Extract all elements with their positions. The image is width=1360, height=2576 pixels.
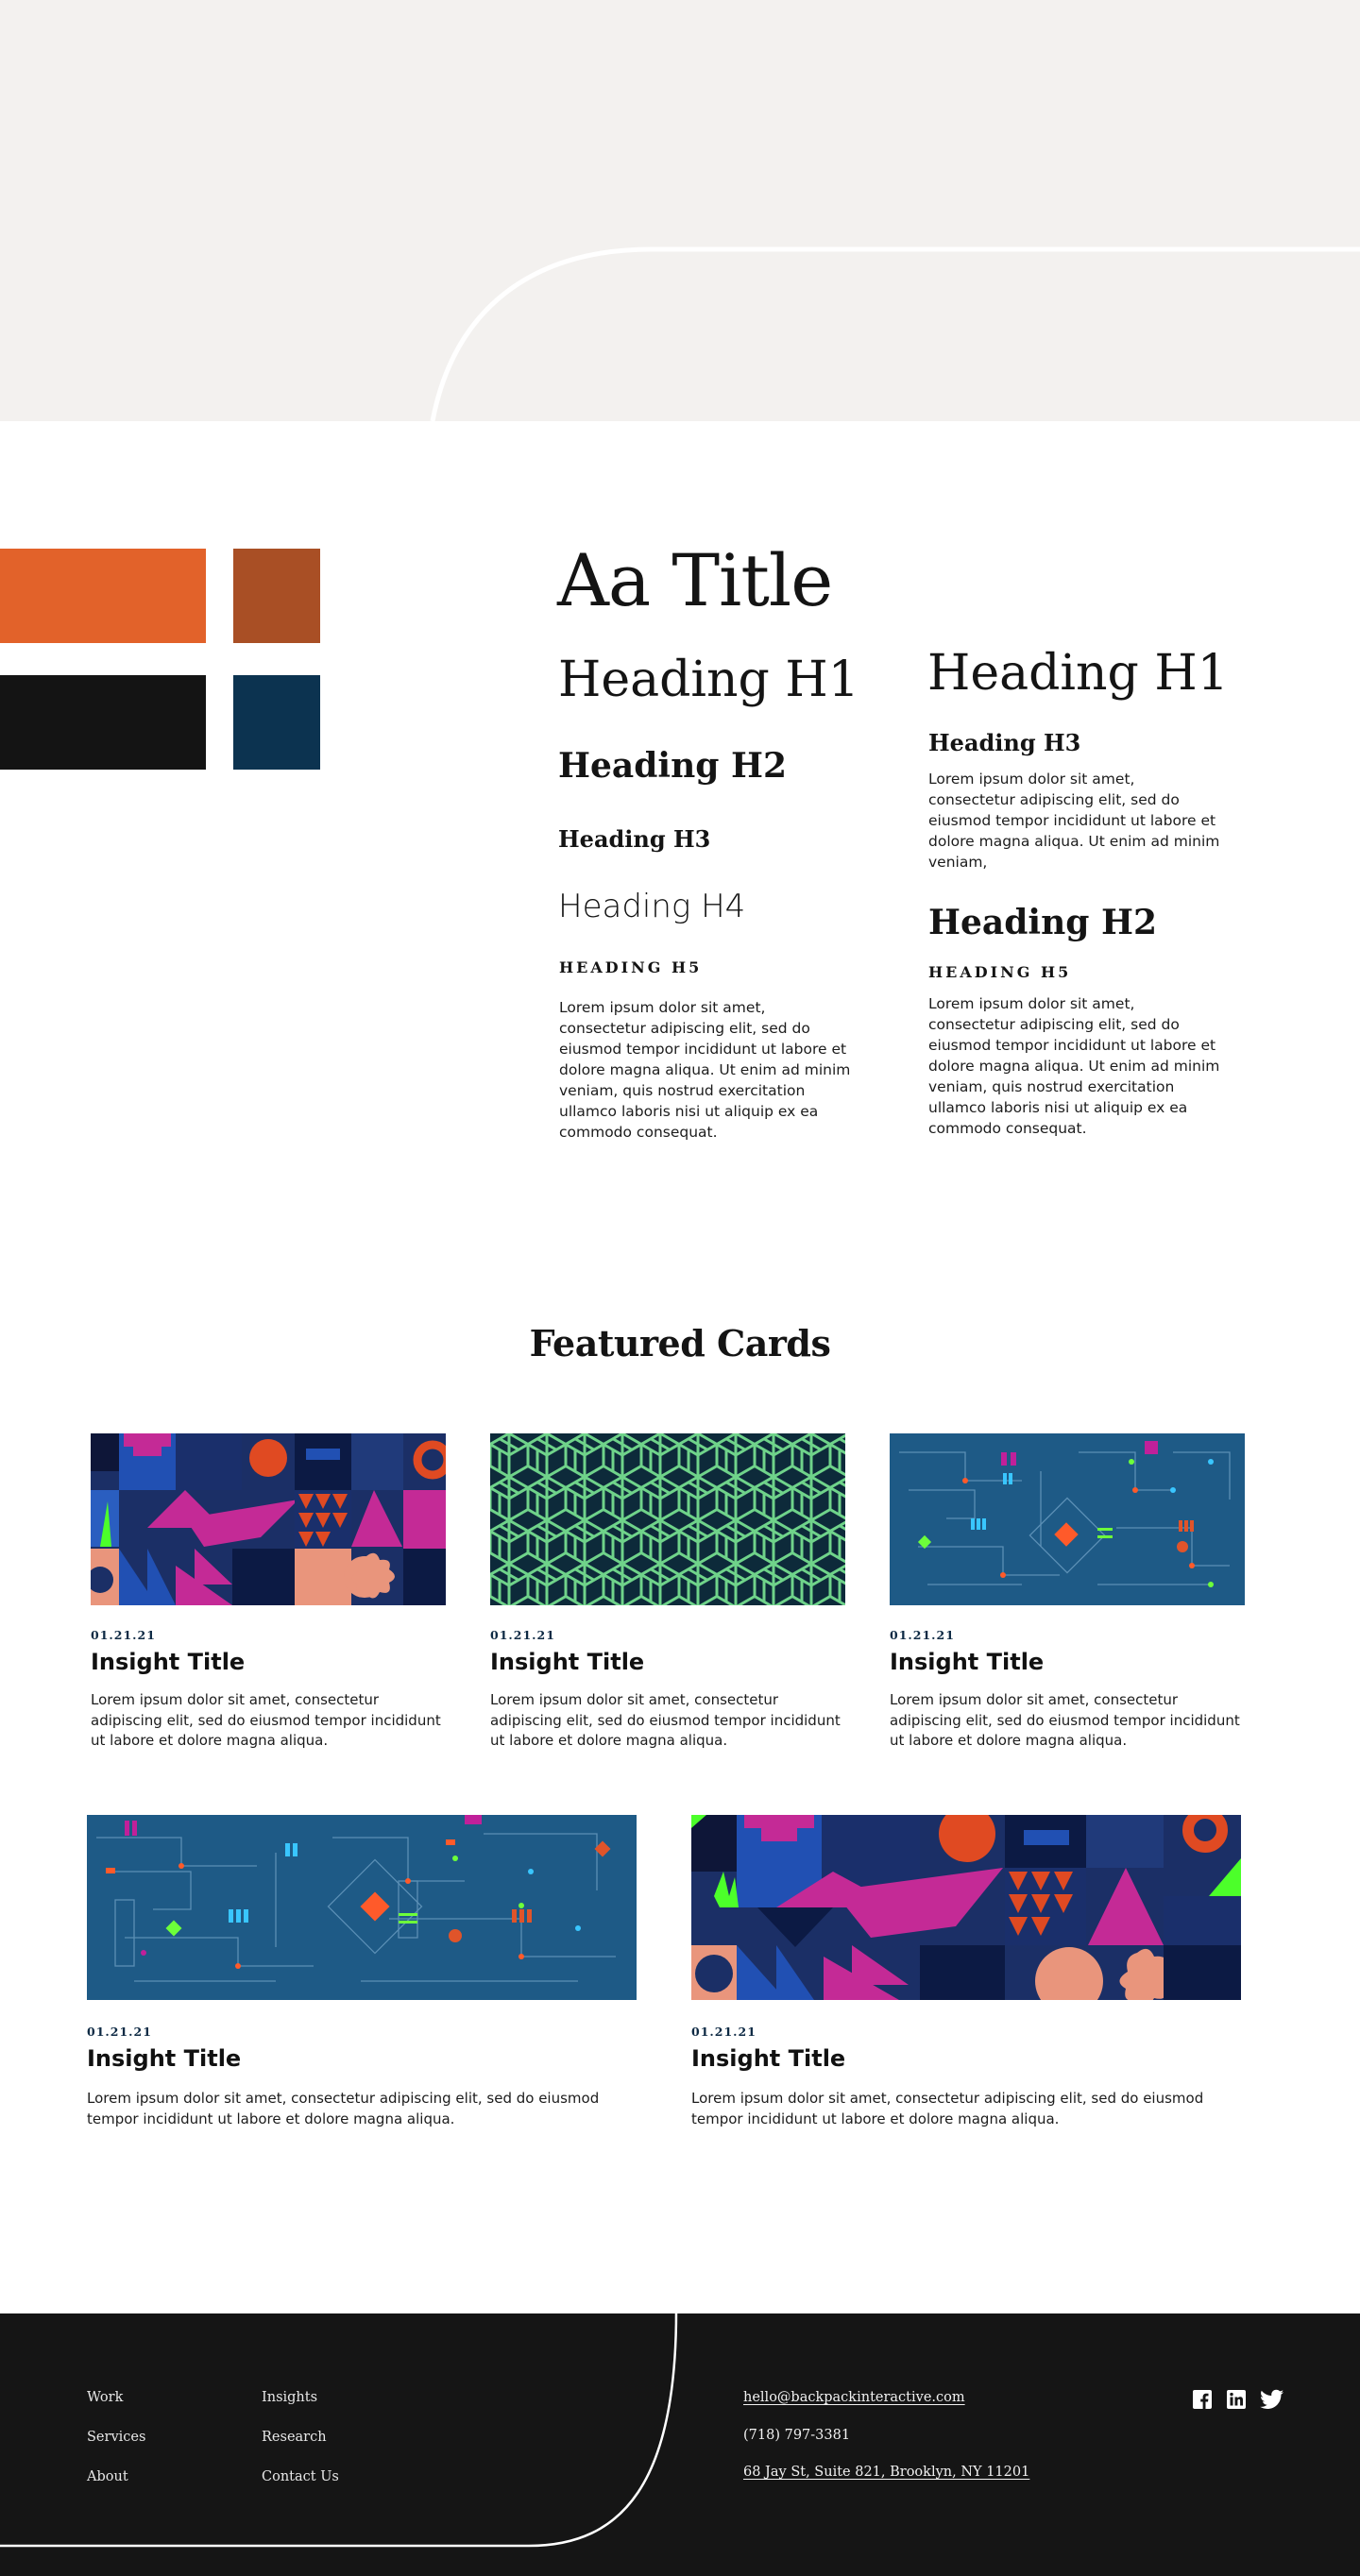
card-title[interactable]: Insight Title bbox=[91, 1649, 246, 1675]
right-heading-h5: HEADING H5 bbox=[928, 963, 1072, 981]
card-description: Lorem ipsum dolor sit amet, consectetur adipiscing elit, sed do eiusmod tempor incididunt ut labore et dolore magna aliqua. bbox=[890, 1691, 1240, 1749]
card-date: 01.21.21 bbox=[490, 1628, 555, 1642]
insight-card[interactable] bbox=[490, 1433, 845, 1754]
facebook-icon[interactable] bbox=[1192, 2389, 1213, 2410]
left-heading-h2: Heading H2 bbox=[558, 746, 788, 786]
footer-email-link[interactable]: hello@backpackinteractive.com bbox=[743, 2390, 965, 2405]
left-body-text: Lorem ipsum dolor sit amet, consectetur adipiscing elit, sed do eiusmod tempor incididunt ut labore et dolore magna aliqua. Ut enim ad minim veniam, quis nostrud exercitation ullamco laboris nisi ut aliquip ex ea commodo consequat. bbox=[559, 999, 851, 1141]
insight-card[interactable] bbox=[87, 1815, 637, 2136]
hero-arc-decoration bbox=[0, 0, 1360, 421]
right-heading-h1: Heading H1 bbox=[927, 645, 1229, 702]
card-date: 01.21.21 bbox=[890, 1628, 955, 1642]
footer-link-work[interactable]: Work bbox=[87, 2390, 124, 2405]
linkedin-icon[interactable] bbox=[1226, 2389, 1247, 2410]
card-image-circuit bbox=[890, 1433, 1245, 1605]
right-heading-h2: Heading H2 bbox=[928, 903, 1158, 942]
footer-top-edge bbox=[674, 2310, 1360, 2313]
featured-cards-title: Featured Cards bbox=[529, 1322, 831, 1364]
card-description: Lorem ipsum dolor sit amet, consectetur adipiscing elit, sed do eiusmod tempor incididunt ut labore et dolore magna aliqua. bbox=[91, 1691, 441, 1749]
card-description: Lorem ipsum dolor sit amet, consectetur adipiscing elit, sed do eiusmod tempor incididunt ut labore et dolore magna aliqua. bbox=[490, 1691, 841, 1749]
card-date: 01.21.21 bbox=[87, 2025, 152, 2039]
type-title: Aa Title bbox=[557, 538, 833, 622]
footer-link-services[interactable]: Services bbox=[87, 2430, 146, 2445]
swatch-orange bbox=[0, 549, 206, 643]
card-title[interactable]: Insight Title bbox=[490, 1649, 645, 1675]
card-image-geometric bbox=[691, 1815, 1241, 2000]
footer-link-research[interactable]: Research bbox=[262, 2430, 327, 2445]
footer-arc-decoration bbox=[0, 2312, 1360, 2576]
insight-card[interactable] bbox=[890, 1433, 1245, 1754]
card-date: 01.21.21 bbox=[691, 2025, 756, 2039]
hero-banner bbox=[0, 0, 1360, 421]
footer-link-about[interactable]: About bbox=[87, 2469, 128, 2484]
footer-top-edge-left bbox=[0, 2312, 676, 2313]
card-description: Lorem ipsum dolor sit amet, consectetur adipiscing elit, sed do eiusmod tempor incididunt ut labore et dolore magna aliqua. bbox=[87, 2090, 600, 2127]
card-description: Lorem ipsum dolor sit amet, consectetur adipiscing elit, sed do eiusmod tempor incididunt ut labore et dolore magna aliqua. bbox=[691, 2090, 1204, 2127]
insight-card[interactable] bbox=[91, 1433, 446, 1754]
right-body-text: Lorem ipsum dolor sit amet, consectetur adipiscing elit, sed do eiusmod tempor incididunt ut labore et dolore magna aliqua. Ut enim ad minim veniam, quis nostrud exercitation ullamco laboris nisi ut aliquip ex ea commodo consequat. bbox=[928, 995, 1220, 1137]
card-date: 01.21.21 bbox=[91, 1628, 156, 1642]
site-footer bbox=[0, 2312, 1360, 2576]
footer-phone[interactable]: (718) 797-3381 bbox=[743, 2428, 851, 2443]
left-heading-h5: HEADING H5 bbox=[559, 958, 703, 976]
twitter-icon[interactable] bbox=[1260, 2389, 1284, 2410]
right-heading-h3: Heading H3 bbox=[928, 729, 1081, 756]
left-heading-h1: Heading H1 bbox=[558, 652, 859, 708]
swatch-navy bbox=[233, 675, 320, 770]
card-title[interactable]: Insight Title bbox=[691, 2045, 846, 2072]
right-body-short: Lorem ipsum dolor sit amet, consectetur adipiscing elit, sed do eiusmod tempor incididunt ut labore et dolore magna aliqua. Ut enim ad minim veniam, bbox=[928, 771, 1220, 871]
card-image-isometric bbox=[490, 1433, 845, 1605]
card-image-geometric bbox=[91, 1433, 446, 1605]
card-title[interactable]: Insight Title bbox=[890, 1649, 1045, 1675]
footer-link-insights[interactable]: Insights bbox=[262, 2390, 318, 2405]
swatch-rust bbox=[233, 549, 320, 643]
swatch-black bbox=[0, 675, 206, 770]
left-heading-h3: Heading H3 bbox=[558, 825, 711, 853]
card-title[interactable]: Insight Title bbox=[87, 2045, 242, 2072]
left-heading-h4: Heading H4 bbox=[558, 888, 746, 925]
footer-address-link[interactable]: 68 Jay St, Suite 821, Brooklyn, NY 11201 bbox=[743, 2465, 1030, 2480]
insight-card[interactable] bbox=[691, 1815, 1241, 2136]
card-image-circuit bbox=[87, 1815, 637, 2000]
footer-link-contact-us[interactable]: Contact Us bbox=[262, 2469, 339, 2484]
